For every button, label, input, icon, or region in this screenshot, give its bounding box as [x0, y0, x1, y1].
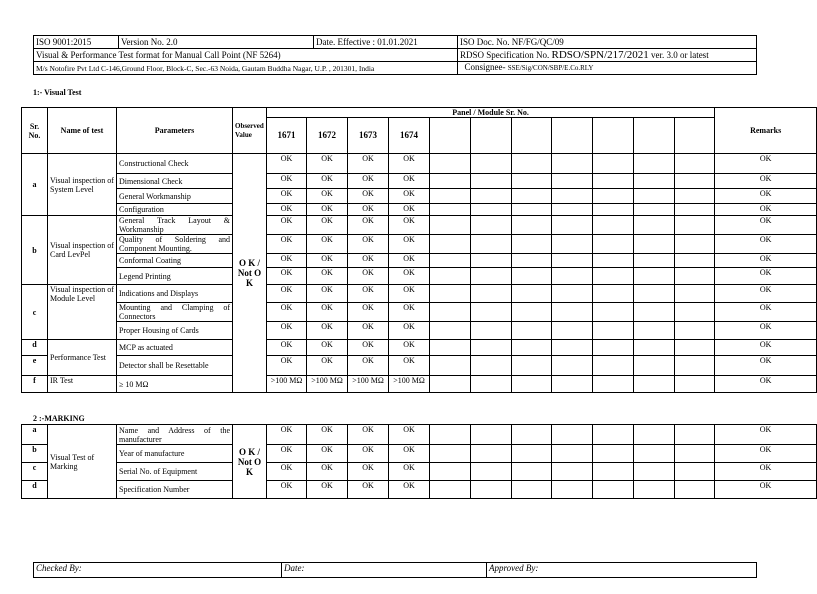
panel-number: 1671 [267, 118, 307, 154]
empty-cell [634, 285, 675, 303]
empty-cell [552, 189, 593, 204]
empty-cell [552, 285, 593, 303]
parameter: General Track Layout & Workmanship [117, 216, 233, 235]
sr-no: c [22, 285, 48, 340]
result-cell: OK [307, 189, 348, 204]
result-cell: OK [267, 322, 307, 340]
empty-cell [634, 268, 675, 285]
document-header [33, 35, 757, 75]
result-cell: OK [389, 189, 430, 204]
test-name: Performance Test [48, 340, 117, 376]
remark: OK [715, 254, 817, 268]
parameter: Constructional Check [117, 154, 233, 174]
sr-no: e [22, 356, 48, 376]
empty-cell [552, 268, 593, 285]
empty-cell [512, 268, 552, 285]
empty-cell [552, 376, 593, 393]
empty-cell [471, 189, 512, 204]
remark: OK [715, 204, 817, 216]
empty-cell [634, 356, 675, 376]
result-cell: OK [389, 268, 430, 285]
panel-empty [512, 118, 552, 154]
empty-cell [634, 425, 675, 445]
empty-cell [675, 303, 715, 322]
manufacturer-address: M/s Notofire Pvt Ltd C-146,Ground Floor, Block-C, Sec.-63 Noida, Gautam Buddha Nagar, U.P. , 201301, India [34, 62, 458, 75]
result-cell: OK [389, 322, 430, 340]
result-cell: OK [307, 254, 348, 268]
empty-cell [471, 445, 512, 463]
empty-cell [512, 376, 552, 393]
parameter: Indications and Displays [117, 285, 233, 303]
result-cell: OK [348, 189, 389, 204]
result-cell: OK [267, 425, 307, 445]
result-cell: OK [307, 481, 348, 499]
panel-number: 1674 [389, 118, 430, 154]
test-name: Visual Test of Marking [48, 425, 117, 499]
empty-cell [675, 154, 715, 174]
empty-cell [430, 463, 471, 481]
empty-cell [430, 481, 471, 499]
empty-cell [593, 254, 634, 268]
empty-cell [471, 285, 512, 303]
empty-cell [430, 268, 471, 285]
result-cell: OK [389, 285, 430, 303]
parameter: Serial No. of Equipment [117, 463, 233, 481]
parameter: Conformal Coating [117, 254, 233, 268]
result-cell: OK [348, 154, 389, 174]
empty-cell [634, 463, 675, 481]
empty-cell [430, 285, 471, 303]
empty-cell [593, 174, 634, 189]
empty-cell [512, 285, 552, 303]
result-cell: OK [389, 425, 430, 445]
parameter: Dimensional Check [117, 174, 233, 189]
remark: OK [715, 376, 817, 393]
empty-cell [675, 376, 715, 393]
empty-cell [471, 322, 512, 340]
parameter: Legend Printing [117, 268, 233, 285]
test-name: Visual inspection of Module Level [48, 285, 117, 340]
empty-cell [552, 340, 593, 356]
result-cell: OK [267, 463, 307, 481]
empty-cell [634, 174, 675, 189]
empty-cell [552, 322, 593, 340]
empty-cell [471, 463, 512, 481]
empty-cell [552, 445, 593, 463]
empty-cell [593, 303, 634, 322]
parameter: Year of manufacture [117, 445, 233, 463]
empty-cell [471, 303, 512, 322]
empty-cell [512, 235, 552, 254]
ir-value: >100 MΩ [389, 376, 430, 393]
empty-cell [430, 235, 471, 254]
empty-cell [634, 322, 675, 340]
empty-cell [675, 189, 715, 204]
result-cell: OK [348, 268, 389, 285]
empty-cell [593, 285, 634, 303]
result-cell: OK [307, 445, 348, 463]
date-field: Date: [282, 563, 487, 578]
result-cell: OK [389, 463, 430, 481]
sr-no: b [22, 216, 48, 285]
visual-test-table [21, 107, 817, 393]
empty-cell [593, 481, 634, 499]
empty-cell [512, 463, 552, 481]
result-cell: OK [307, 340, 348, 356]
empty-cell [634, 235, 675, 254]
empty-cell [675, 425, 715, 445]
empty-cell [430, 425, 471, 445]
empty-cell [552, 154, 593, 174]
remark: OK [715, 463, 817, 481]
remark: OK [715, 425, 817, 445]
empty-cell [675, 216, 715, 235]
remark: OK [715, 303, 817, 322]
result-cell: OK [389, 445, 430, 463]
result-cell: OK [348, 322, 389, 340]
empty-cell [430, 154, 471, 174]
empty-cell [593, 189, 634, 204]
empty-cell [552, 303, 593, 322]
empty-cell [593, 216, 634, 235]
empty-cell [593, 425, 634, 445]
remark: OK [715, 154, 817, 174]
sr-no: a [22, 425, 48, 445]
test-name: Visual inspection of System Level [48, 154, 117, 216]
remark: OK [715, 356, 817, 376]
empty-cell [552, 425, 593, 445]
marking-table [21, 424, 817, 499]
result-cell: OK [267, 216, 307, 235]
remark: OK [715, 285, 817, 303]
test-format-title: Visual & Performance Test format for Manual Call Point (NF 5264) [34, 49, 458, 62]
result-cell: OK [348, 235, 389, 254]
visual-test-title: 1:- Visual Test [33, 88, 82, 97]
result-cell: OK [348, 356, 389, 376]
empty-cell [430, 445, 471, 463]
result-cell: OK [307, 154, 348, 174]
empty-cell [552, 216, 593, 235]
empty-cell [471, 268, 512, 285]
empty-cell [512, 189, 552, 204]
panel-number: 1672 [307, 118, 348, 154]
result-cell: OK [267, 303, 307, 322]
empty-cell [471, 340, 512, 356]
remark: OK [715, 174, 817, 189]
panel-number: 1673 [348, 118, 389, 154]
sr-no: f [22, 376, 48, 393]
result-cell: OK [267, 189, 307, 204]
remark: OK [715, 235, 817, 254]
empty-cell [552, 174, 593, 189]
empty-cell [593, 356, 634, 376]
col-header-remarks: Remarks [715, 108, 817, 154]
parameter: Mounting and Clamping of Connectors [117, 303, 233, 322]
result-cell: OK [307, 268, 348, 285]
result-cell: OK [267, 154, 307, 174]
sr-no: d [22, 481, 48, 499]
empty-cell [552, 356, 593, 376]
empty-cell [430, 356, 471, 376]
empty-cell [634, 216, 675, 235]
result-cell: OK [389, 356, 430, 376]
rdso-spec: RDSO Specification No. RDSO/SPN/217/2021 ver. 3.0 or latest [458, 49, 757, 62]
result-cell: OK [348, 216, 389, 235]
result-cell: OK [389, 174, 430, 189]
empty-cell [634, 376, 675, 393]
empty-cell [675, 481, 715, 499]
empty-cell [430, 216, 471, 235]
empty-cell [675, 445, 715, 463]
empty-cell [675, 204, 715, 216]
result-cell: OK [267, 174, 307, 189]
empty-cell [593, 376, 634, 393]
empty-cell [471, 254, 512, 268]
iso-standard: ISO 9001:2015 [34, 36, 119, 49]
result-cell: OK [307, 235, 348, 254]
empty-cell [512, 425, 552, 445]
empty-cell [552, 463, 593, 481]
approved-by: Approved By: [487, 563, 757, 578]
empty-cell [675, 356, 715, 376]
signature-footer [33, 562, 757, 578]
empty-cell [430, 254, 471, 268]
empty-cell [471, 174, 512, 189]
parameter: ≥ 10 MΩ [117, 376, 233, 393]
empty-cell [675, 235, 715, 254]
empty-cell [593, 445, 634, 463]
result-cell: OK [267, 254, 307, 268]
result-cell: OK [267, 340, 307, 356]
empty-cell [512, 356, 552, 376]
remark: OK [715, 445, 817, 463]
empty-cell [512, 303, 552, 322]
empty-cell [634, 154, 675, 174]
remark: OK [715, 481, 817, 499]
empty-cell [634, 303, 675, 322]
panel-empty [593, 118, 634, 154]
sr-no: a [22, 154, 48, 216]
empty-cell [512, 216, 552, 235]
empty-cell [634, 254, 675, 268]
result-cell: OK [307, 463, 348, 481]
empty-cell [593, 235, 634, 254]
empty-cell [552, 481, 593, 499]
result-cell: OK [267, 445, 307, 463]
empty-cell [593, 204, 634, 216]
empty-cell [471, 235, 512, 254]
col-header-name: Name of test [48, 108, 117, 154]
empty-cell [552, 235, 593, 254]
panel-empty [552, 118, 593, 154]
sr-no: d [22, 340, 48, 356]
empty-cell [675, 322, 715, 340]
remark: OK [715, 216, 817, 235]
date-effective: Date. Effective : 01.01.2021 [314, 36, 458, 49]
empty-cell [430, 376, 471, 393]
result-cell: OK [389, 235, 430, 254]
result-cell: OK [389, 204, 430, 216]
empty-cell [593, 463, 634, 481]
parameter: Quality of Soldering and Component Mounting. [117, 235, 233, 254]
empty-cell [471, 154, 512, 174]
result-cell: OK [348, 340, 389, 356]
empty-cell [471, 216, 512, 235]
empty-cell [552, 204, 593, 216]
result-cell: OK [307, 322, 348, 340]
observed-value: O K / Not O K [233, 154, 267, 393]
result-cell: OK [267, 235, 307, 254]
result-cell: OK [389, 340, 430, 356]
parameter: Name and Address of the manufacturer [117, 425, 233, 445]
remark: OK [715, 322, 817, 340]
result-cell: OK [389, 154, 430, 174]
result-cell: OK [307, 285, 348, 303]
empty-cell [552, 254, 593, 268]
checked-by: Checked By: [34, 563, 282, 578]
remark: OK [715, 340, 817, 356]
consignee: Consignee- SSE/Sig/CON/SBP/E.Co.RLY [458, 62, 757, 75]
empty-cell [593, 322, 634, 340]
empty-cell [471, 356, 512, 376]
observed-value: O K / Not O K [233, 425, 267, 499]
empty-cell [512, 174, 552, 189]
result-cell: OK [307, 356, 348, 376]
result-cell: OK [348, 204, 389, 216]
empty-cell [512, 154, 552, 174]
empty-cell [471, 481, 512, 499]
panel-empty [471, 118, 512, 154]
empty-cell [471, 204, 512, 216]
panel-empty [430, 118, 471, 154]
empty-cell [430, 340, 471, 356]
result-cell: OK [348, 285, 389, 303]
sr-no: b [22, 445, 48, 463]
col-header-srno: Sr. No. [22, 108, 48, 154]
version-number: Version No. 2.0 [119, 36, 314, 49]
panel-empty [634, 118, 675, 154]
sr-no: c [22, 463, 48, 481]
remark: OK [715, 268, 817, 285]
empty-cell [430, 204, 471, 216]
col-header-params: Parameters [117, 108, 233, 154]
remark: OK [715, 189, 817, 204]
parameter: Detector shall be Resettable [117, 356, 233, 376]
parameter: General Workmanship [117, 189, 233, 204]
result-cell: OK [389, 303, 430, 322]
ir-value: >100 MΩ [307, 376, 348, 393]
empty-cell [471, 425, 512, 445]
empty-cell [512, 204, 552, 216]
empty-cell [430, 303, 471, 322]
empty-cell [634, 204, 675, 216]
result-cell: OK [307, 303, 348, 322]
empty-cell [675, 285, 715, 303]
result-cell: OK [348, 174, 389, 189]
parameter: Proper Housing of Cards [117, 322, 233, 340]
result-cell: OK [348, 303, 389, 322]
test-name: Visual inspection of Card LevPel [48, 216, 117, 285]
empty-cell [675, 254, 715, 268]
result-cell: OK [267, 204, 307, 216]
empty-cell [675, 463, 715, 481]
ir-value: >100 MΩ [348, 376, 389, 393]
parameter: MCP as actuated [117, 340, 233, 356]
parameter: Configuration [117, 204, 233, 216]
marking-title: 2 :-MARKING [33, 414, 85, 423]
empty-cell [593, 154, 634, 174]
empty-cell [675, 174, 715, 189]
empty-cell [634, 445, 675, 463]
parameter: Specification Number [117, 481, 233, 499]
empty-cell [675, 340, 715, 356]
result-cell: OK [267, 285, 307, 303]
result-cell: OK [348, 445, 389, 463]
col-header-panel: Panel / Module Sr. No. [267, 108, 715, 118]
empty-cell [512, 481, 552, 499]
result-cell: OK [307, 216, 348, 235]
result-cell: OK [307, 425, 348, 445]
empty-cell [471, 376, 512, 393]
result-cell: OK [348, 463, 389, 481]
result-cell: OK [307, 204, 348, 216]
result-cell: OK [348, 481, 389, 499]
empty-cell [675, 268, 715, 285]
empty-cell [430, 322, 471, 340]
iso-doc-number: ISO Doc. No. NF/FG/QC/09 [458, 36, 757, 49]
panel-empty [675, 118, 715, 154]
ir-value: >100 MΩ [267, 376, 307, 393]
result-cell: OK [267, 481, 307, 499]
col-header-observed: Observed Value [233, 108, 267, 154]
result-cell: OK [267, 268, 307, 285]
empty-cell [593, 340, 634, 356]
result-cell: OK [389, 254, 430, 268]
result-cell: OK [389, 216, 430, 235]
empty-cell [430, 189, 471, 204]
empty-cell [634, 189, 675, 204]
result-cell: OK [348, 254, 389, 268]
test-name: IR Test [48, 376, 117, 393]
empty-cell [430, 174, 471, 189]
empty-cell [512, 445, 552, 463]
result-cell: OK [267, 356, 307, 376]
result-cell: OK [389, 481, 430, 499]
empty-cell [512, 322, 552, 340]
empty-cell [512, 340, 552, 356]
result-cell: OK [307, 174, 348, 189]
empty-cell [634, 481, 675, 499]
empty-cell [634, 340, 675, 356]
empty-cell [512, 254, 552, 268]
empty-cell [593, 268, 634, 285]
result-cell: OK [348, 425, 389, 445]
